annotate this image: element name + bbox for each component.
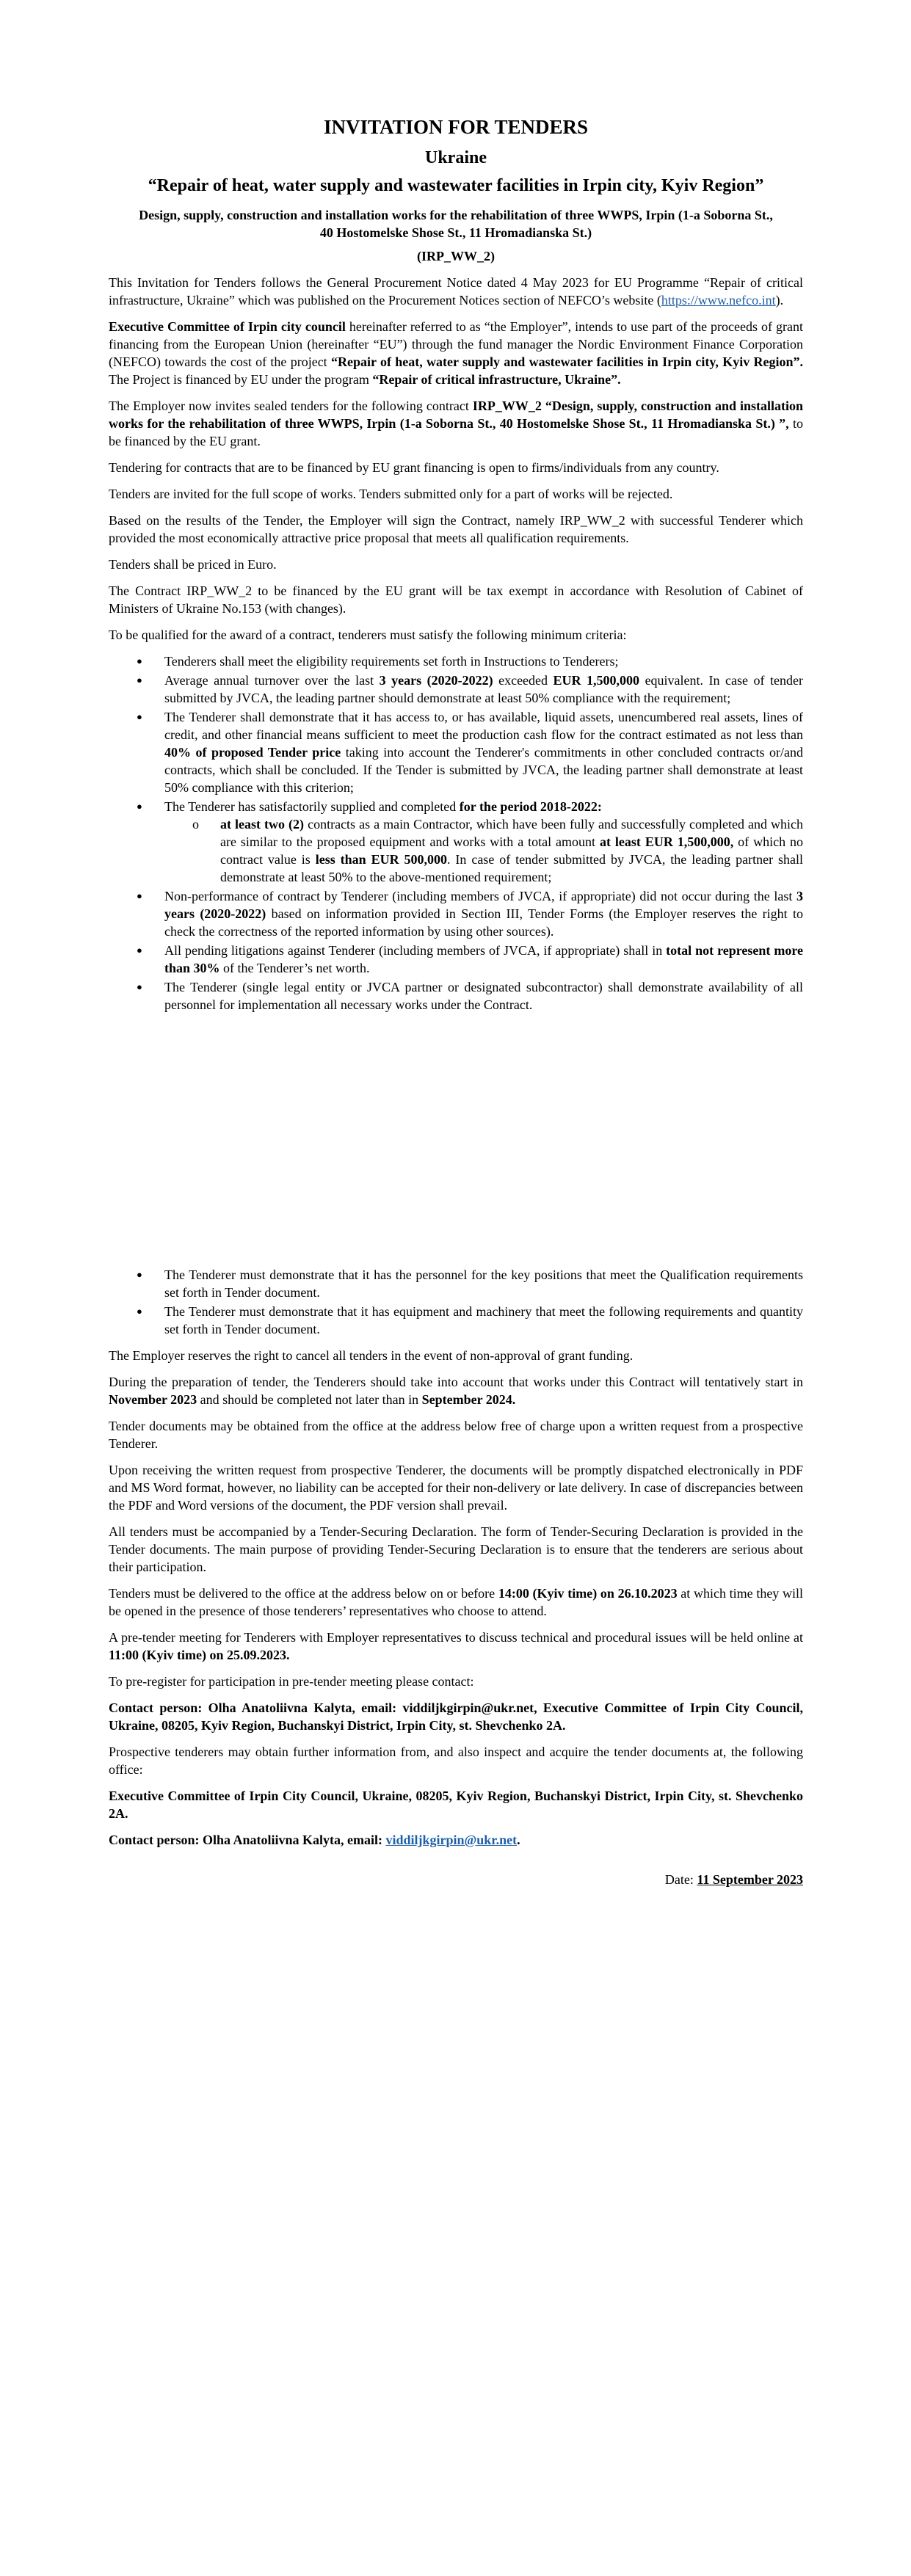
contact-email-paragraph: Contact person: Olha Anatoliivna Kalyta, email: viddiljkgirpin@ukr.net.: [109, 1833, 520, 1847]
criteria-list: [109, 652, 803, 1014]
award-paragraph: Based on the results of the Tender, the Employer will sign the Contract, namely IRP_WW_2 with successful Tenderer which provided the most economically attractive price proposal that meets all qualification requirements.: [109, 513, 803, 545]
sub-list: [164, 815, 803, 886]
employer-paragraph: Executive Committee of Irpin city council hereinafter referred to as “the Employer”, intends to use part of the proceeds of grant financing from the European Union (hereinafter “EU”) through the fund manager the Nordic Environment Finance Corporation (NEFCO) towards the cost of the project “Repair of heat, water supply and wastewater facilities in Irpin city, Kyiv Region”. The Project is financed by EU under the program “Repair of critical infrastructure, Ukraine”.: [109, 319, 803, 387]
documents-paragraph: Tender documents may be obtained from the office at the address below free of charge upon a written request from a prospective Tenderer.: [109, 1419, 803, 1451]
contract-description: Design, supply, construction and installation works for the rehabilitation of three WWPS, Irpin (1-a Soborna St., 40 Hostomelske Shose St., 11 Hromadianska St.): [139, 208, 773, 240]
office-intro-paragraph: Prospective tenderers may obtain further information from, and also inspect and acquire the tender documents at, the following office:: [109, 1744, 803, 1777]
list-item: ● The Tenderer has satisfactorily supplied and completed for the period 2018-2022: o at least two (2) contracts as a main Contractor, which have been fully and successfully completed and which are similar to the proposed equipment and works with a total amount at least EUR 1,500,000, of which no contract value is less than EUR 500,000. In case of tender submitted by JVCA, the leading partner shall demonstrate at least 50% to the above-mentioned requirement;: [164, 798, 803, 886]
list-item: ● All pending litigations against Tenderer (including members of JVCA, if appropriate) shall in total not represent more than 30% of the Tenderer’s net worth.: [164, 942, 803, 977]
declaration-paragraph: All tenders must be accompanied by a Tender-Securing Declaration. The form of Tender-Securing Declaration is provided in the Tender documents. The main purpose of providing Tender-Securing Declaration is to ensure that the tenderers are serious about their participation.: [109, 1524, 803, 1574]
schedule-paragraph: During the preparation of tender, the Tenderers should take into account that works under this Contract will tentatively start in November 2023 and should be completed not later than in September 2024.: [109, 1375, 803, 1407]
list-item: ● The Tenderer shall demonstrate that it has access to, or has available, liquid assets, unencumbered real assets, lines of credit, and other financial means sufficient to meet the production cash flow for the contract estimated as not less than 40% of proposed Tender price taking into account the Tenderer's commitments in other concluded contracts or/and contracts, which shall be concluded. If the Tender is submitted by JVCA, the leading partner shall demonstrate at least 50% compliance with this criterion;: [164, 708, 803, 796]
nefco-link[interactable]: https://www.nefco.int: [661, 293, 776, 308]
page-break-space: [109, 1022, 803, 1266]
list-item: ● The Tenderer must demonstrate that it has the personnel for the key positions that meet the Qualification requirements set forth in Tender document.: [164, 1266, 803, 1301]
dispatch-paragraph: Upon receiving the written request from prospective Tenderer, the documents will be promptly dispatched electronically in PDF and MS Word format, however, no liability can be accepted for their non-delivery or late delivery. In case of discrepancies between the PDF and Word versions of the document, the PDF version shall prevail.: [109, 1463, 803, 1513]
scope-paragraph: Tenders are invited for the full scope of works. Tenders submitted only for a part of works will be rejected.: [109, 487, 673, 501]
contract-code: (IRP_WW_2): [417, 249, 495, 263]
invitation-paragraph: The Employer now invites sealed tenders for the following contract IRP_WW_2 “Design, supply, construction and installation works for the rehabilitation of three WWPS, Irpin (1-a Soborna St., 40 Hostomelske Shose St., 11 Hromadianska St.) ”, to be financed by the EU grant.: [109, 399, 803, 448]
criteria-intro: To be qualified for the award of a contract, tenderers must satisfy the following minimum criteria:: [109, 627, 627, 642]
list-item: ● The Tenderer must demonstrate that it has equipment and machinery that meet the following requirements and quantity set forth in Tender document.: [164, 1303, 803, 1338]
deadline-paragraph: Tenders must be delivered to the office at the address below on or before 14:00 (Kyiv time) on 26.10.2023 at which time they will be opened in the presence of those tenderers’ representatives who choose to attend.: [109, 1586, 803, 1618]
document-title: INVITATION FOR TENDERS: [323, 116, 589, 138]
office-address: Executive Committee of Irpin City Council, Ukraine, 08205, Kyiv Region, Buchanskyi District, Irpin City, st. Shevchenko 2A.: [109, 1789, 803, 1821]
project-title: “Repair of heat, water supply and wastewater facilities in Irpin city, Kyiv Region”: [148, 176, 764, 195]
email-link[interactable]: viddiljkgirpin@ukr.net: [385, 1833, 518, 1847]
sub-list-item: o at least two (2) contracts as a main Contractor, which have been fully and successfully completed and which are similar to the proposed equipment and works with a total amount at least EUR 1,500,000, of which no contract value is less than EUR 500,000. In case of tender submitted by JVCA, the leading partner shall demonstrate at least 50% to the above-mentioned requirement;: [220, 815, 803, 886]
preregister-paragraph: To pre-register for participation in pre-tender meeting please contact:: [109, 1674, 474, 1689]
list-item: ● The Tenderer (single legal entity or JVCA partner or designated subcontractor) shall demonstrate availability of all personnel for implementation all necessary works under the Contract.: [164, 978, 803, 1014]
currency-paragraph: Tenders shall be priced in Euro.: [109, 557, 277, 572]
eligibility-paragraph: Tendering for contracts that are to be financed by EU grant financing is open to firms/individuals from any country.: [109, 460, 719, 475]
cancellation-paragraph: The Employer reserves the right to cancel all tenders in the event of non-approval of grant funding.: [109, 1348, 634, 1363]
meeting-paragraph: A pre-tender meeting for Tenderers with Employer representatives to discuss technical and procedural issues will be held online at 11:00 (Kyiv time) on 25.09.2023.: [109, 1630, 803, 1662]
document-date: Date: 11 September 2023: [664, 1872, 803, 1887]
document-page: [109, 114, 803, 1888]
country-heading: Ukraine: [425, 148, 487, 167]
tax-paragraph: The Contract IRP_WW_2 to be financed by the EU grant will be tax exempt in accordance with Resolution of Cabinet of Ministers of Ukraine No.153 (with changes).: [109, 583, 803, 616]
intro-paragraph: This Invitation for Tenders follows the General Procurement Notice dated 4 May 2023 for EU Programme “Repair of critical infrastructure, Ukraine” which was published on the Procurement Notices section of NEFCO’s website (https://www.nefco.int).: [109, 275, 803, 308]
contact-paragraph: Contact person: Olha Anatoliivna Kalyta, email: viddiljkgirpin@ukr.net, Executive Committee of Irpin City Council, Ukraine, 08205, Kyiv Region, Buchanskyi District, Irpin City, st. Shevchenko 2A.: [109, 1700, 803, 1733]
criteria-list-continued: [109, 1266, 803, 1338]
list-item: ● Average annual turnover over the last 3 years (2020-2022) exceeded EUR 1,500,000 equivalent. In case of tender submitted by JVCA, the leading partner should demonstrate at least 50% compliance with the requirement;: [164, 672, 803, 707]
list-item: ● Non-performance of contract by Tenderer (including members of JVCA, if appropriate) did not occur during the last 3 years (2020-2022) based on information provided in Section III, Tender Forms (the Employer reserves the right to check the correctness of the reported information by using other sources).: [164, 887, 803, 940]
list-item: ● Tenderers shall meet the eligibility requirements set forth in Instructions to Tenderers;: [164, 652, 803, 670]
